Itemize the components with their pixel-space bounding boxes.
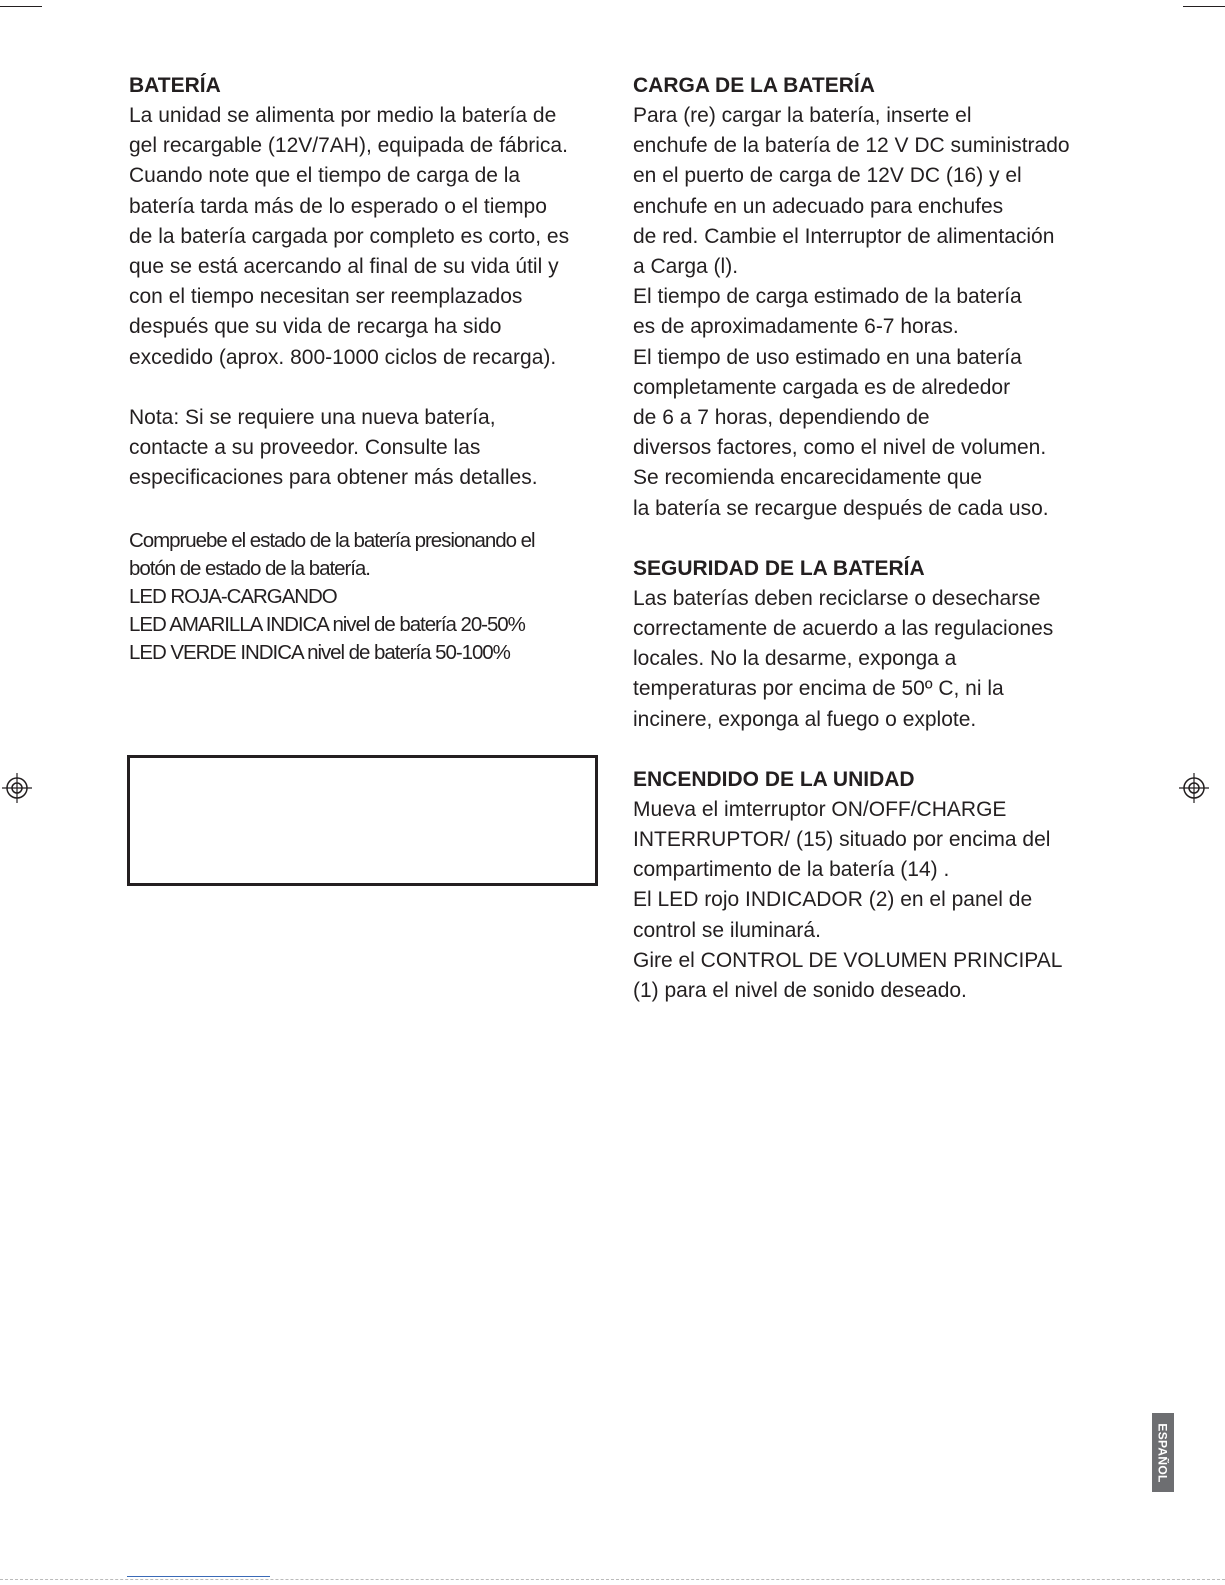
text-line: batería tarda más de lo esperado o el tiempo — [129, 194, 547, 218]
text-line: de la batería cargada por completo es corto, es — [129, 224, 570, 248]
section-title-encendido: ENCENDIDO DE LA UNIDAD — [633, 767, 915, 791]
text-line: diversos factores, como el nivel de volumen. — [633, 436, 1047, 460]
section-carga — [633, 71, 1103, 524]
section-title-carga: CARGA DE LA BATERÍA — [633, 74, 875, 97]
text-line: Para (re) cargar la batería, inserte el — [633, 104, 972, 127]
text-line: El tiempo de uso estimado en una batería — [633, 345, 1022, 369]
section-seguridad — [633, 554, 1103, 735]
text-line: de 6 a 7 horas, dependiendo de — [633, 406, 930, 430]
text-line: enchufe en un adecuado para enchufes — [633, 194, 1004, 218]
section-encendido — [633, 765, 1103, 1006]
text-line: incinere, exponga al fuego o explote. — [633, 707, 977, 731]
trim-line — [0, 1579, 1225, 1580]
led-yellow-line: LED AMARILLA INDICA nivel de batería 20-50% — [129, 613, 525, 637]
bleed-line — [127, 1576, 270, 1577]
text-line: correctamente de acuerdo a las regulaciones — [633, 617, 1054, 641]
language-tab-label: ESPAÑOL — [1156, 1422, 1170, 1483]
registration-mark-icon — [2, 773, 32, 803]
registration-mark-icon — [1179, 773, 1209, 803]
section-title-seguridad: SEGURIDAD DE LA BATERÍA — [633, 556, 925, 580]
text-line: Compruebe el estado de la batería presionando el — [129, 529, 535, 553]
text-line: Cuando note que el tiempo de carga de la — [129, 164, 521, 188]
right-column — [633, 71, 1103, 1006]
text-line: con el tiempo necesitan ser reemplazados — [129, 285, 523, 309]
text-line: después que su vida de recarga ha sido — [129, 315, 502, 339]
text-line: excedido (aprox. 800-1000 ciclos de recarga). — [129, 345, 557, 369]
text-line: en el puerto de carga de 12V DC (16) y el — [633, 164, 1022, 188]
text-line: temperaturas por encima de 50º C, ni la — [633, 677, 1004, 701]
text-line: Mueva el imterruptor ON/OFF/CHARGE — [633, 797, 1007, 821]
text-line: que se está acercando al final de su vida útil y — [129, 255, 559, 279]
left-column — [129, 71, 614, 667]
text-line: Nota: Si se requiere una nueva batería, — [129, 405, 496, 429]
crop-mark-top-left — [0, 6, 42, 7]
section-title-bateria: BATERÍA — [129, 74, 221, 97]
text-line: de red. Cambie el Interruptor de alimentación — [633, 224, 1055, 248]
text-line: locales. No la desarme, exponga a — [633, 647, 957, 671]
text-line: completamente cargada es de alrededor — [633, 375, 1011, 399]
text-line: contacte a su proveedor. Consulte las — [129, 436, 481, 460]
section-estado-bateria — [129, 527, 614, 667]
text-line: es de aproximadamente 6-7 horas. — [633, 315, 959, 339]
text-line: Gire el CONTROL DE VOLUMEN PRINCIPAL — [633, 948, 1063, 972]
text-line: compartimento de la batería (14) . — [633, 858, 950, 882]
section-nota — [129, 403, 614, 494]
led-red-line: LED ROJA-CARGANDO — [129, 585, 337, 609]
language-tab — [1152, 1413, 1174, 1492]
text-line: control se iluminará. — [633, 918, 821, 942]
section-bateria — [129, 71, 614, 373]
text-line: (1) para el nivel de sonido deseado. — [633, 979, 967, 1003]
text-line: El tiempo de carga estimado de la batería — [633, 285, 1022, 309]
crop-mark-top-right — [1183, 6, 1225, 7]
text-line: a Carga (l). — [633, 255, 739, 279]
led-green-line: LED VERDE INDICA nivel de batería 50-100% — [129, 641, 510, 665]
text-line: botón de estado de la batería. — [129, 557, 370, 581]
text-line: Las baterías deben reciclarse o desecharse — [633, 586, 1041, 610]
text-line: INTERRUPTOR/ (15) situado por encima del — [633, 828, 1051, 852]
text-line: El LED rojo INDICADOR (2) en el panel de — [633, 888, 1033, 912]
text-line: La unidad se alimenta por medio la batería de — [129, 104, 557, 127]
text-line: Se recomienda encarecidamente que — [633, 466, 983, 490]
text-line: enchufe de la batería de 12 V DC suministrado — [633, 134, 1070, 158]
text-line: la batería se recargue después de cada uso. — [633, 496, 1049, 520]
text-line: gel recargable (12V/7AH), equipada de fábrica. — [129, 134, 568, 158]
text-line: especificaciones para obtener más detalles. — [129, 466, 538, 490]
empty-frame-box — [127, 755, 598, 886]
